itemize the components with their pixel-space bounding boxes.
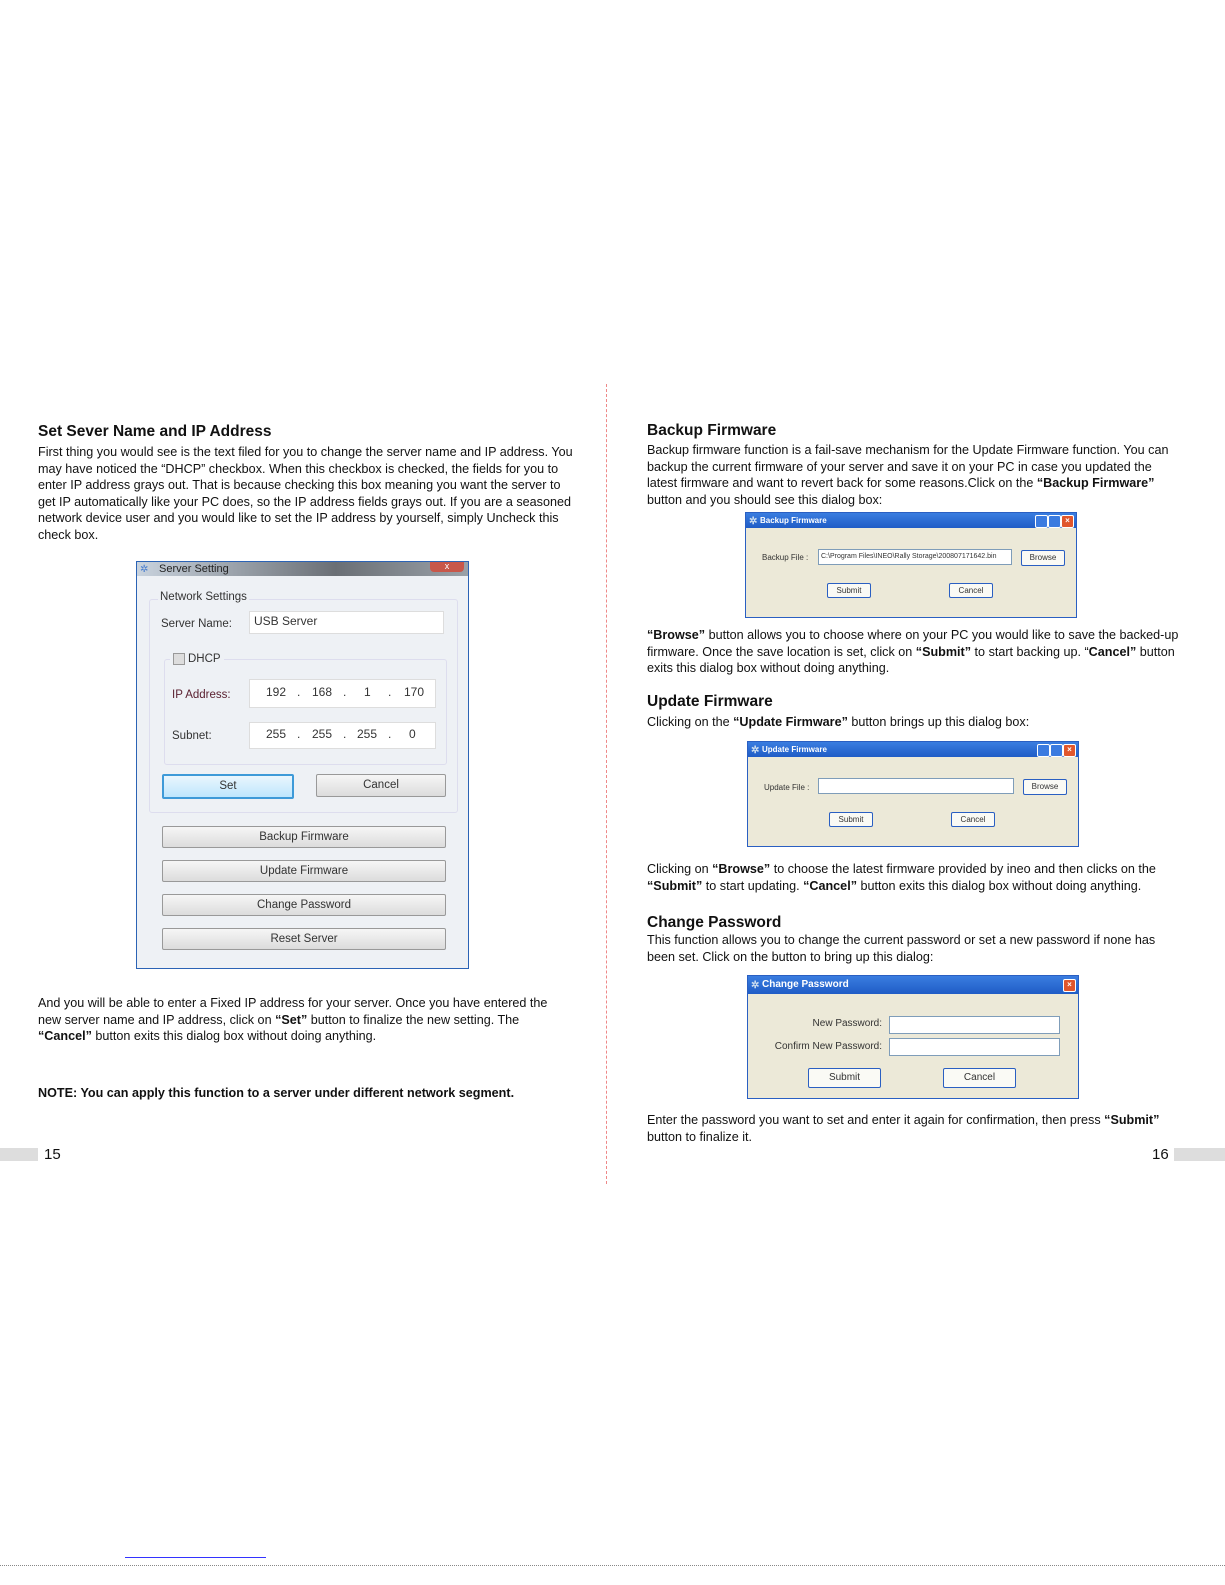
maximize-button[interactable] xyxy=(1048,515,1061,528)
text-run: And you will be able to enter a Fixed IP address for your server. Once you have entered the new server name and IP address, click on xyxy=(38,996,548,1027)
ip-address-label: IP Address: xyxy=(172,689,231,701)
dialog-titlebar xyxy=(748,976,1078,994)
backup-file-input[interactable]: C:\Program Files\INEO\Rally Storage\200807171642.bin xyxy=(818,549,1012,565)
page-number-right: 16 xyxy=(1152,1146,1169,1163)
text-run: Backup firmware function is a fail-save mechanism for the Update Firmware function. You can backup the current firmware of your server and save it on your PC in case you updated the latest firmware and want to revert back for some reasons.Click on the xyxy=(647,443,1169,490)
text-run: button and you should see this dialog box: xyxy=(647,492,883,507)
confirm-password-label: Confirm New Password: xyxy=(774,1041,882,1052)
bold-term: “Cancel” xyxy=(803,878,857,893)
cancel-button[interactable]: Cancel xyxy=(951,812,995,827)
new-password-label: New Password: xyxy=(812,1018,882,1029)
link-underline xyxy=(125,1557,266,1558)
text-run: to choose the latest firmware provided by ineo and then clicks on the xyxy=(770,862,1156,876)
change-password-button[interactable]: Change Password xyxy=(162,894,446,916)
close-button[interactable]: x xyxy=(430,562,464,572)
dhcp-group xyxy=(164,659,447,765)
bottom-rule xyxy=(0,1565,1225,1566)
subnet-octet-1[interactable]: 255 xyxy=(266,727,287,741)
update-after-paragraph xyxy=(647,861,1187,894)
browse-paragraph xyxy=(647,627,1182,677)
note-text: NOTE: You can apply this function to a server under different network segment. xyxy=(38,1086,515,1100)
text-run: to start backing up. “ xyxy=(971,644,1089,659)
update-file-label: Update File : xyxy=(764,783,810,792)
section-heading-update: Update Firmware xyxy=(647,693,773,710)
bold-term: “Backup Firmware” xyxy=(1036,476,1155,490)
submit-button[interactable]: Submit xyxy=(829,812,873,827)
dialog-title: Backup Firmware xyxy=(760,516,827,525)
text-run: Clicking on the xyxy=(647,715,734,729)
bold-term: “Cancel” xyxy=(38,1029,92,1043)
dhcp-label: DHCP xyxy=(188,653,221,665)
subnet-octet-2[interactable]: 255 xyxy=(312,727,333,741)
maximize-button[interactable] xyxy=(1050,744,1063,757)
server-name-label: Server Name: xyxy=(161,618,232,630)
after-dialog-paragraph xyxy=(38,995,573,1045)
confirm-password-input[interactable] xyxy=(889,1038,1060,1056)
text-run: First thing you would see is the text filed for you to change the server name and IP address. You may have noticed the “DHCP” checkbox. When this checkbox is checked, the fields for you to enter IP address grays out. That is because checking this box meaning you want the server to get IP automatically like your PC does, so the IP address fields grays out. If you are a seasoned network device user and you would like to set the IP address by yourself, simply Uncheck this check box. xyxy=(38,445,573,542)
bold-term: “Submit” xyxy=(915,644,972,659)
update-firmware-button[interactable]: Update Firmware xyxy=(162,860,446,882)
ip-octet-1[interactable]: 192 xyxy=(266,685,287,699)
backup-file-label: Backup File : xyxy=(762,553,809,562)
cancel-button[interactable]: Cancel xyxy=(943,1068,1016,1088)
app-icon: ✲ xyxy=(751,745,760,756)
page-bar-left xyxy=(0,1148,38,1161)
page-divider xyxy=(606,384,607,1184)
browse-button[interactable]: Browse xyxy=(1023,779,1067,795)
text-run: button allows you to choose where on your PC you would like to save the backed-up firmware. Once the save location is set, click on xyxy=(647,628,1179,659)
update-firmware-dialog xyxy=(747,741,1079,847)
backup-firmware-button[interactable]: Backup Firmware xyxy=(162,826,446,848)
text-run: This function allows you to change the current password or set a new password if none has been set. Click on the button to bring up this dialog: xyxy=(647,933,1156,964)
subnet-octet-3[interactable]: 255 xyxy=(357,727,378,741)
minimize-button[interactable] xyxy=(1037,744,1050,757)
dialog-title: Change Password xyxy=(762,979,849,990)
text-run: button exits this dialog box without doing anything. xyxy=(857,878,1142,893)
text-run: button to finalize it. xyxy=(647,1129,753,1144)
dhcp-row xyxy=(170,653,224,665)
dhcp-checkbox[interactable] xyxy=(173,653,185,665)
ip-address-input[interactable]: 192 . 168 . 1 . 170 xyxy=(249,679,436,708)
server-name-input[interactable]: USB Server xyxy=(249,611,444,634)
cancel-button[interactable]: Cancel xyxy=(949,583,993,598)
bold-term: “Submit” xyxy=(1104,1113,1160,1127)
bold-term: “Update Firmware” xyxy=(733,715,848,729)
cancel-button[interactable]: Cancel xyxy=(316,774,446,797)
section-heading-backup: Backup Firmware xyxy=(647,422,777,439)
text-run: button to finalize the new setting. The xyxy=(307,1012,520,1027)
text-run: Enter the password you want to set and enter it again for confirmation, then press xyxy=(647,1113,1105,1127)
set-button[interactable]: Set xyxy=(162,774,294,799)
new-password-input[interactable] xyxy=(889,1016,1060,1034)
ip-octet-2[interactable]: 168 xyxy=(312,685,333,699)
close-button[interactable]: × xyxy=(1063,979,1076,992)
bold-term: Cancel” xyxy=(1088,644,1137,659)
bold-term: “Submit” xyxy=(647,878,703,893)
app-icon: ✲ xyxy=(749,516,758,527)
update-paragraph xyxy=(647,714,1182,731)
backup-paragraph xyxy=(647,442,1182,508)
ip-octet-4[interactable]: 170 xyxy=(404,685,425,699)
update-file-input[interactable] xyxy=(818,778,1014,794)
bold-term: “Browse” xyxy=(712,862,771,876)
group-label: Network Settings xyxy=(160,591,247,603)
bold-term: “Set” xyxy=(275,1012,308,1027)
minimize-button[interactable] xyxy=(1035,515,1048,528)
close-button[interactable]: × xyxy=(1063,744,1076,757)
reset-server-button[interactable]: Reset Server xyxy=(162,928,446,950)
intro-paragraph xyxy=(38,444,573,543)
dialog-titlebar xyxy=(137,562,468,576)
submit-button[interactable]: Submit xyxy=(808,1068,881,1088)
bold-term: “Browse” xyxy=(647,628,706,642)
dialog-titlebar xyxy=(748,742,1078,757)
section-heading-server-name: Set Sever Name and IP Address xyxy=(38,423,272,440)
text-run: Clicking on xyxy=(647,862,713,876)
password-paragraph xyxy=(647,932,1182,965)
app-icon: ✲ xyxy=(751,980,760,991)
text-run: button exits this dialog box without doing anything. xyxy=(647,644,1175,675)
close-button[interactable]: × xyxy=(1061,515,1074,528)
page-bar-right xyxy=(1174,1148,1225,1161)
text-run: button exits this dialog box without doing anything. xyxy=(91,1029,377,1043)
subnet-octet-4[interactable]: 0 xyxy=(409,727,416,741)
dialog-title: Server Setting xyxy=(159,563,229,575)
app-icon: ✲ xyxy=(140,564,149,575)
dialog-titlebar xyxy=(746,513,1076,528)
dialog-title: Update Firmware xyxy=(762,745,827,754)
text-run: button brings up this dialog box: xyxy=(847,715,1030,729)
submit-button[interactable]: Submit xyxy=(827,583,871,598)
page-number-left: 15 xyxy=(44,1146,61,1163)
browse-button[interactable]: Browse xyxy=(1021,550,1065,566)
change-password-dialog xyxy=(747,975,1079,1099)
subnet-input[interactable]: 255 . 255 . 255 . 0 xyxy=(249,722,436,749)
backup-firmware-dialog xyxy=(745,512,1077,618)
text-run: to start updating. xyxy=(702,878,804,893)
server-setting-dialog xyxy=(136,561,469,969)
section-heading-password: Change Password xyxy=(647,914,782,931)
subnet-label: Subnet: xyxy=(172,730,212,742)
password-after-paragraph xyxy=(647,1112,1182,1145)
ip-octet-3[interactable]: 1 xyxy=(364,685,371,699)
